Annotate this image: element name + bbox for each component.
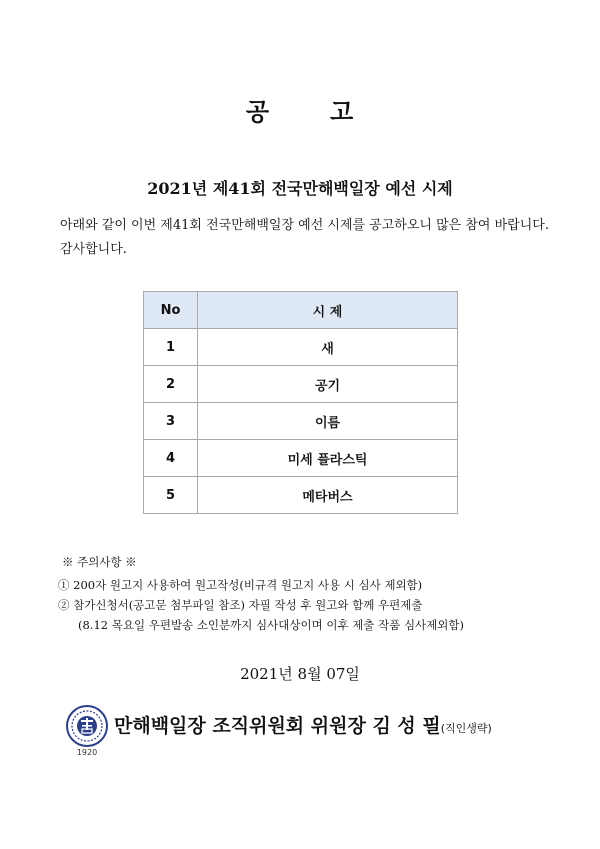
note-item-2: ② 참가신청서(공고문 첨부파일 참조) 자필 작성 후 원고와 함께 우편제출 — [58, 598, 423, 612]
row-number: 3 — [144, 403, 198, 440]
title-part-1: 공 — [245, 97, 270, 126]
row-topic: 미세 플라스틱 — [198, 440, 458, 477]
row-topic: 메타버스 — [198, 477, 458, 514]
table-row — [144, 403, 458, 440]
header-no: No — [144, 292, 198, 329]
table-row — [144, 477, 458, 514]
seal-year: 1920 — [76, 748, 98, 757]
page-title — [0, 92, 600, 127]
signature-line — [114, 711, 492, 738]
topics-table — [143, 291, 458, 514]
notes-list — [58, 575, 558, 635]
notice-date: 2021년 8월 07일 — [240, 665, 360, 683]
table-header-row — [144, 292, 458, 329]
row-number: 4 — [144, 440, 198, 477]
title-part-2: 고 — [330, 97, 355, 126]
signature-note: (직인생략) — [440, 722, 492, 735]
note-item-1: ① 200자 원고지 사용하여 원고작성(비규격 원고지 사용 시 심사 제외함) — [58, 578, 423, 592]
row-topic: 이름 — [198, 403, 458, 440]
row-number: 1 — [144, 329, 198, 366]
table-row — [144, 440, 458, 477]
row-topic: 새 — [198, 329, 458, 366]
note-item-2-detail: (8.12 목요일 우편발송 소인분까지 심사대상이며 이후 제출 작품 심사제외함) — [78, 618, 464, 632]
notes-heading: ※ 주의사항 ※ — [62, 555, 137, 569]
table-row — [144, 366, 458, 403]
header-topic: 시 제 — [198, 292, 458, 329]
row-number: 5 — [144, 477, 198, 514]
organization-seal-icon — [65, 704, 109, 748]
subtitle: 2021년 제41회 전국만해백일장 예선 시제 — [147, 179, 453, 198]
intro-paragraph: 아래와 같이 이번 제41회 전국만해백일장 예선 시제를 공고하오니 많은 참여 바랍니다. 감사합니다. — [60, 218, 549, 257]
table-row — [144, 329, 458, 366]
signature-org: 만해백일장 조직위원회 위원장 김 성 필 — [114, 715, 441, 737]
row-topic: 공기 — [198, 366, 458, 403]
row-number: 2 — [144, 366, 198, 403]
